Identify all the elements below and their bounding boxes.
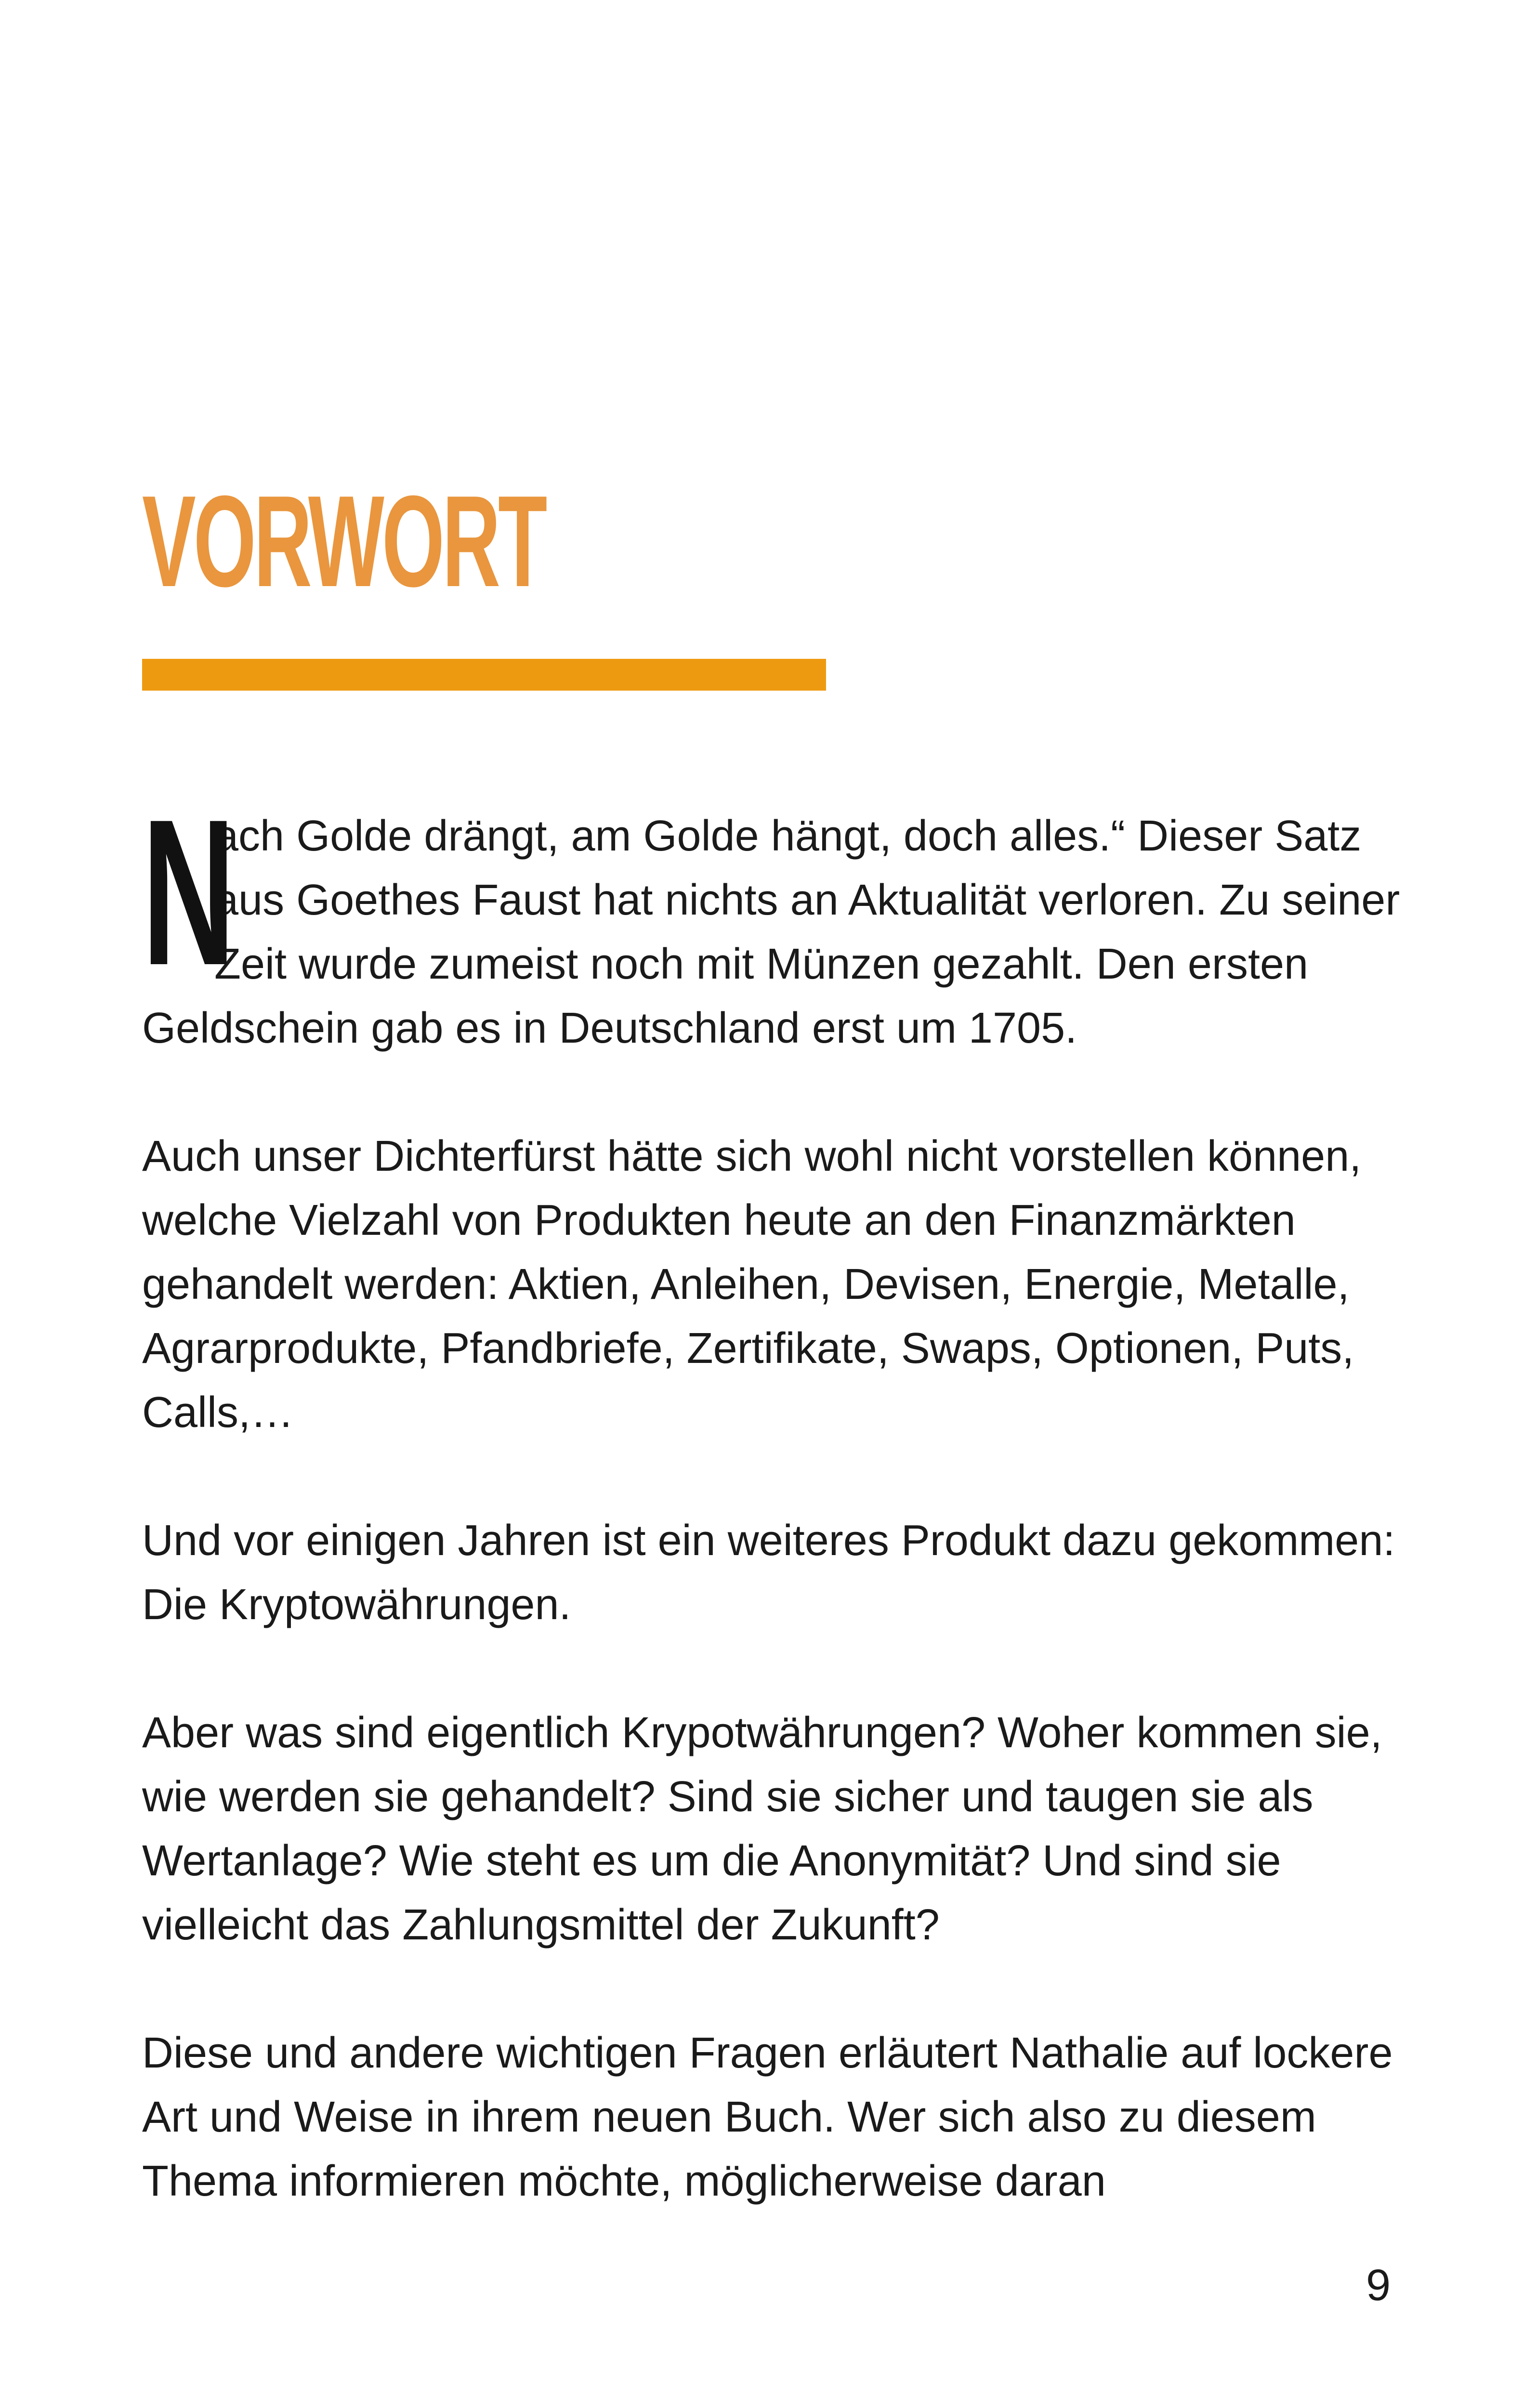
chapter-heading: VORWORT	[142, 469, 545, 614]
paragraph-2: Auch unser Dichterfürst hätte sich wohl nicht vorstellen können, welche Vielzahl von Produkten heute an den Finanzmärkten gehandelt werden: Aktien, Anleihen, Devisen, Energie, Metalle, Agrarprodukte, Pfandbriefe, Zertifikate, Swaps, Optionen, Puts, Calls,…	[142, 1132, 1362, 1437]
drop-cap: N	[142, 776, 236, 1008]
paragraph-4: Aber was sind eigentlich Krypotwährungen? Woher kommen sie, wie werden sie gehandelt? Sind sie sicher und taugen sie als Wertanlage? Wie steht es um die Anonymität? Und sind sie vielleicht das Zahlungsmittel der Zukunft?	[142, 1709, 1382, 1949]
body-text	[142, 776, 1443, 2277]
paragraph-3: Und vor einigen Jahren ist ein weiteres Produkt dazu gekommen: Die Kryptowährungen.	[142, 1517, 1395, 1629]
page-number: 9	[1366, 2261, 1391, 2310]
paragraph-1-text: ach Golde drängt, am Golde hängt, doch alles.“ Dieser Satz aus Goethes Faust hat nichts an Aktualität verloren. Zu seiner Zeit wurde zumeist noch mit Münzen gezahlt. Den ersten Geldschein gab es in Deutschland erst um 1705.	[142, 812, 1400, 1052]
paragraph-5: Diese und andere wichtigen Fragen erläutert Nathalie auf lockere Art und Weise in ihrem neuen Buch. Wer sich also zu diesem Thema informieren möchte, möglicherweise daran	[142, 2029, 1393, 2205]
paragraph-1	[142, 776, 1443, 1060]
heading-underline-bar	[142, 659, 826, 691]
